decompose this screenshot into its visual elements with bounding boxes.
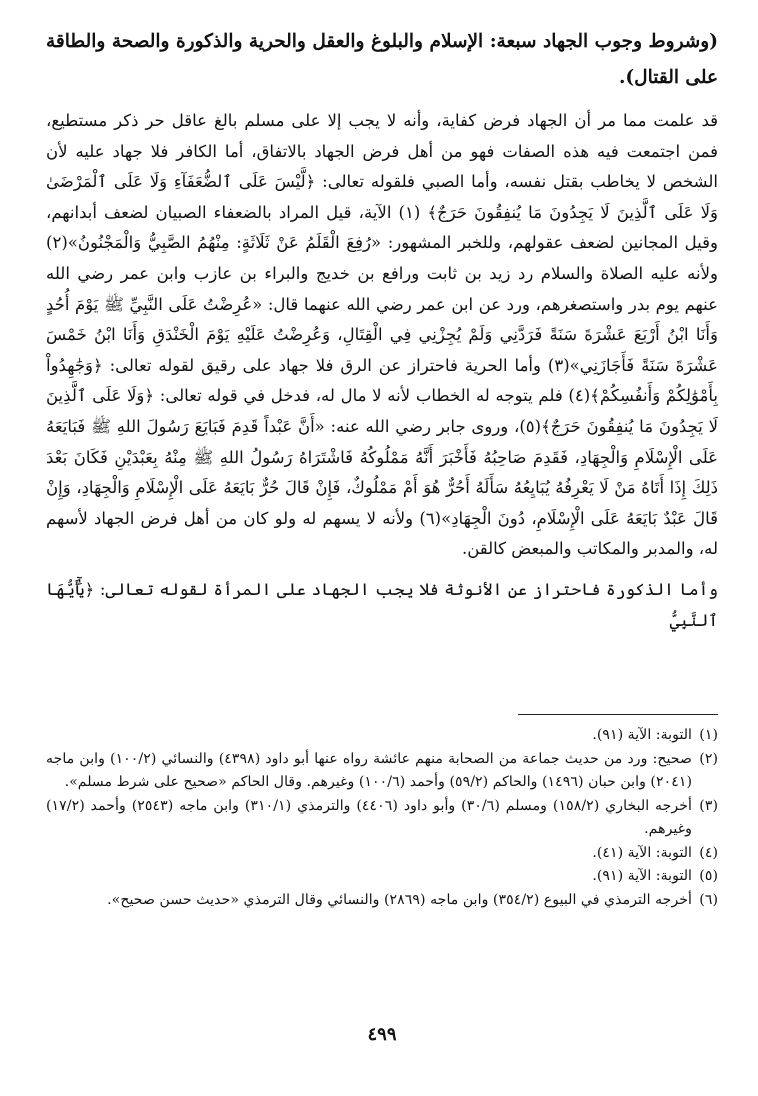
footnote-text: التوبة: الآية (٤١). [592, 844, 692, 861]
footnote [46, 842, 718, 866]
footnote-number: (٥) [699, 868, 718, 884]
footnotes [46, 724, 718, 912]
footnote [46, 889, 718, 913]
footnote-number: (٢) [699, 750, 718, 767]
footnote [46, 795, 718, 842]
footnote-text: صحيح: ورد من حديث جماعة من الصحابة منهم عائشة رواه عنها أبو داود (٤٣٩٨) والنسائي (١٠٠/٢) وابن ماجه (٢٠٤١) وابن حبان (١٤٩٦) والحاكم (٥٩/٢) وأحمد (١٠٠/٦) وغيرهم. وقال الحاكم «صحيح على شرط مسلم». [46, 750, 692, 790]
footnote-number: (٤) [699, 844, 718, 861]
commentary-body [46, 106, 718, 636]
footnote-number: (٦) [699, 891, 718, 908]
page-number: ٤٩٩ [367, 1024, 397, 1045]
footnote [46, 748, 718, 795]
footnote-text: أخرجه الترمذي في البيوع (٣٥٤/٢) وابن ماجه (٢٨٦٩) والنسائي وقال الترمذي «حديث حسن صحيح». [107, 891, 692, 908]
footnote-text: التوبة: الآية (٩١). [592, 727, 692, 743]
matn-heading: (وشروط وجوب الجهاد سبعة: الإسلام والبلوغ والعقل والحرية والذكورة والصحة والطاقة على القتال). [46, 31, 718, 88]
book-page [46, 24, 718, 1096]
footnote-number: (٣) [699, 797, 718, 814]
footnote [46, 724, 718, 748]
footnote-separator [518, 714, 718, 715]
paragraph: وأما الذكورة فاحتراز عن الأنوثة فلا يجب الجهاد على المرأة لقوله تعالى: ﴿يَٰٓأَيُّهَا ٱلنَّبِيُّ [46, 579, 718, 630]
footnote-number: (١) [699, 727, 718, 743]
footnote [46, 865, 718, 889]
footnote-text: التوبة: الآية (٩١). [592, 868, 692, 884]
paragraph: قد علمت مما مر أن الجهاد فرض كفاية، وأنه لا يجب إلا على مسلم بالغ عاقل حر ذكر مستطيع، فمن اجتمعت فيه هذه الصفات فهو من أهل فرض الجهاد بالاتفاق، أما الكافر فلا جهاد عليه لأن الشخص لا يخاطب بقتل نفسه، وأما الصبي فلقوله تعالى: ﴿لَّيْسَ عَلَى ٱلضُّعَفَآءِ وَلَا عَلَى ٱلْمَرْضَىٰ وَلَا عَلَى ٱلَّذِينَ لَا يَجِدُونَ مَا يُنفِقُونَ حَرَجٌ﴾ (١) الآية، قيل المراد بالضعفاء الصبيان لضعف أبدانهم، وقيل المجانين لضعف عقولهم، وللخبر المشهور: «رُفِعَ الْقَلَمُ عَنْ ثَلَاثَةٍ: مِنْهُمُ الصَّبِيُّ وَالْمَجْنُونُ»(٢) ولأنه عليه الصلاة والسلام رد زيد بن ثابت ورافع بن خديج والبراء بن عازب وابن عمر رضي الله عنهم يوم بدر واستصغرهم، ورد عن ابن عمر رضي الله عنهما قال: «عُرِضْتُ عَلَى النَّبِيِّ ﷺ يَوْمَ أُحُدٍ وَأَنَا ابْنُ أَرْبَعَ عَشْرَةَ سَنَةً فَرَدَّنِي وَلَمْ يُجِزْنِي فِي الْقِتَالِ، وَعُرِضْتُ عَلَيْهِ يَوْمَ الْخَنْدَقِ وَأَنَا ابْنُ خَمْسَ عَشْرَةَ سَنَةً فَأَجَازَنِي»(٣) وأما الحرية فاحتراز عن الرق فلا جهاد على رقيق لقوله تعالى: ﴿وَجَٰهِدُواْ بِأَمْوَٰلِكُمْ وَأَنفُسِكُمْ﴾(٤) فلم يتوجه له الخطاب لأنه لا مال له، فدخل في قوله تعالى: ﴿وَلَا عَلَى ٱلَّذِينَ لَا يَجِدُونَ مَا يُنفِقُونَ حَرَجٌ﴾(٥)، وروى جابر رضي الله عنه: «أَنَّ عَبْداً قَدِمَ فَبَايَعَ رَسُولَ اللهِ ﷺ فَبَايَعَهُ عَلَى الْإِسْلَامِ وَالْجِهَادِ، فَقَدِمَ صَاحِبُهُ فَأَخْبَرَ أَنَّهُ مَمْلُوكُهُ فَاشْتَرَاهُ رَسُولُ اللهِ ﷺ مِنْهُ بِعَبْدَيْنِ فَكَانَ بَعْدَ ذَلِكَ إِذَا أَتَاهُ مَنْ لَا يَعْرِفُهُ يُبَايِعُهُ سَأَلَهُ أَحُرٌّ هُوَ أَمْ مَمْلُوكٌ، فَإِنْ قَالَ حُرٌّ بَايَعَهُ عَلَى الْإِسْلَامِ وَالْجِهَادِ، وَإِنْ قَالَ عَبْدٌ بَايَعَهُ عَلَى الْإِسْلَامِ، دُونَ الْجِهَادِ»(٦) ولأنه لا يسهم له ولو كان من أهل فرض الجهاد لأسهم له، والمدبر والمكاتب والمبعض كالقن. [46, 111, 718, 559]
footnote-text: أخرجه البخاري (١٥٨/٢) ومسلم (٣٠/٦) وأبو داود (٤٤٠٦) والترمذي (٣١٠/١) وابن ماجه (٢٥٤٣) وأحمد (١٧/٢) وغيرهم. [46, 797, 692, 837]
